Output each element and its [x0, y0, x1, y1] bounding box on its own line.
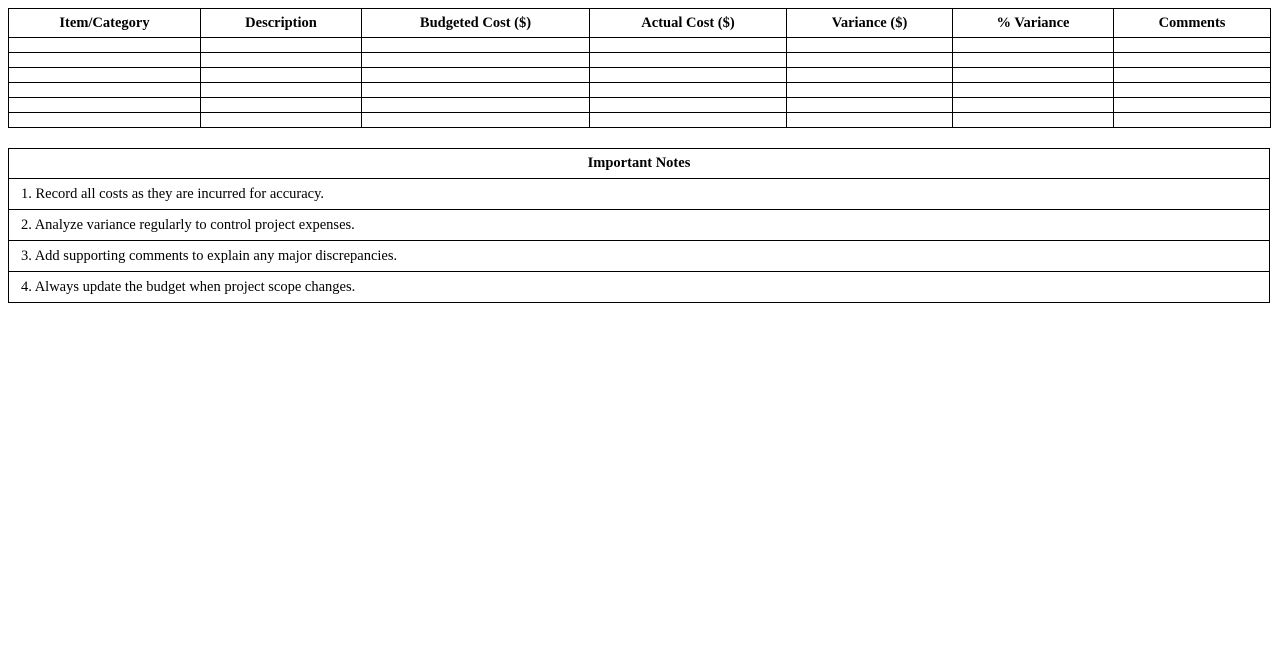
notes-row — [9, 179, 1270, 210]
notes-title: Important Notes — [9, 149, 1270, 179]
cell-item-category[interactable] — [9, 53, 201, 68]
table-row[interactable] — [9, 83, 1271, 98]
cell-item-category[interactable] — [9, 68, 201, 83]
notes-row — [9, 241, 1270, 272]
cell-variance[interactable] — [787, 68, 953, 83]
column-header-item-category: Item/Category — [9, 9, 201, 38]
cell-percent-variance[interactable] — [953, 38, 1114, 53]
cell-budgeted-cost[interactable] — [362, 113, 590, 128]
note-item-2: 2. Analyze variance regularly to control project expenses. — [9, 210, 1270, 241]
cell-actual-cost[interactable] — [590, 98, 787, 113]
notes-header-row — [9, 149, 1270, 179]
note-item-4: 4. Always update the budget when project scope changes. — [9, 272, 1270, 303]
cell-budgeted-cost[interactable] — [362, 68, 590, 83]
cell-variance[interactable] — [787, 38, 953, 53]
cell-description[interactable] — [201, 68, 362, 83]
cell-percent-variance[interactable] — [953, 68, 1114, 83]
cell-percent-variance[interactable] — [953, 53, 1114, 68]
table-row[interactable] — [9, 38, 1271, 53]
cell-variance[interactable] — [787, 53, 953, 68]
cell-variance[interactable] — [787, 113, 953, 128]
column-header-variance: Variance ($) — [787, 9, 953, 38]
table-gap-divider — [8, 128, 1270, 148]
cell-budgeted-cost[interactable] — [362, 98, 590, 113]
column-header-comments: Comments — [1114, 9, 1271, 38]
cell-description[interactable] — [201, 113, 362, 128]
cell-comments[interactable] — [1114, 38, 1271, 53]
cell-percent-variance[interactable] — [953, 83, 1114, 98]
table-header-row — [9, 9, 1271, 38]
column-header-description: Description — [201, 9, 362, 38]
cell-item-category[interactable] — [9, 38, 201, 53]
cell-actual-cost[interactable] — [590, 53, 787, 68]
cell-item-category[interactable] — [9, 98, 201, 113]
cell-budgeted-cost[interactable] — [362, 83, 590, 98]
cell-percent-variance[interactable] — [953, 113, 1114, 128]
notes-row — [9, 272, 1270, 303]
cell-description[interactable] — [201, 53, 362, 68]
budget-variance-table — [8, 8, 1271, 128]
table-row[interactable] — [9, 53, 1271, 68]
column-header-actual-cost: Actual Cost ($) — [590, 9, 787, 38]
cell-item-category[interactable] — [9, 83, 201, 98]
cell-comments[interactable] — [1114, 98, 1271, 113]
cell-item-category[interactable] — [9, 113, 201, 128]
cell-description[interactable] — [201, 98, 362, 113]
note-item-3: 3. Add supporting comments to explain any major discrepancies. — [9, 241, 1270, 272]
note-item-1: 1. Record all costs as they are incurred for accuracy. — [9, 179, 1270, 210]
column-header-percent-variance: % Variance — [953, 9, 1114, 38]
cell-comments[interactable] — [1114, 68, 1271, 83]
cell-actual-cost[interactable] — [590, 38, 787, 53]
column-header-budgeted-cost: Budgeted Cost ($) — [362, 9, 590, 38]
cell-budgeted-cost[interactable] — [362, 38, 590, 53]
cell-actual-cost[interactable] — [590, 83, 787, 98]
table-row[interactable] — [9, 113, 1271, 128]
important-notes-table — [8, 148, 1270, 303]
cell-comments[interactable] — [1114, 113, 1271, 128]
cell-description[interactable] — [201, 38, 362, 53]
cell-actual-cost[interactable] — [590, 68, 787, 83]
table-row[interactable] — [9, 98, 1271, 113]
cell-comments[interactable] — [1114, 83, 1271, 98]
cell-percent-variance[interactable] — [953, 98, 1114, 113]
cell-budgeted-cost[interactable] — [362, 53, 590, 68]
cell-actual-cost[interactable] — [590, 113, 787, 128]
table-row[interactable] — [9, 68, 1271, 83]
cell-variance[interactable] — [787, 83, 953, 98]
cell-comments[interactable] — [1114, 53, 1271, 68]
cell-description[interactable] — [201, 83, 362, 98]
notes-row — [9, 210, 1270, 241]
cell-variance[interactable] — [787, 98, 953, 113]
